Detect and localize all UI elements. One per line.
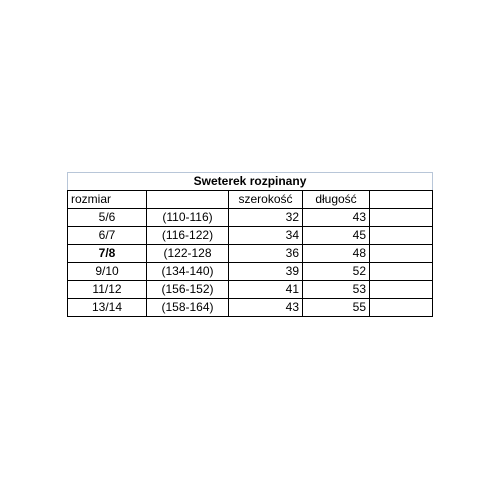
- table-title: Sweterek rozpinany: [68, 173, 433, 191]
- length-cell: 52: [303, 263, 370, 281]
- size-cell: 7/8: [68, 245, 147, 263]
- header-width: szerokość: [229, 191, 303, 209]
- range-cell: (122-128: [147, 245, 229, 263]
- empty-cell: [370, 281, 433, 299]
- table-row: [68, 281, 433, 299]
- size-cell: 11/12: [68, 281, 147, 299]
- header-row: [68, 191, 433, 209]
- range-cell: (158-164): [147, 299, 229, 317]
- table-row: [68, 245, 433, 263]
- size-cell: 5/6: [68, 209, 147, 227]
- header-range: [147, 191, 229, 209]
- width-cell: 36: [229, 245, 303, 263]
- size-table-sheet: [67, 172, 432, 312]
- header-size: rozmiar: [68, 191, 147, 209]
- table-row: [68, 263, 433, 281]
- size-cell: 13/14: [68, 299, 147, 317]
- length-cell: 55: [303, 299, 370, 317]
- length-cell: 53: [303, 281, 370, 299]
- table-row: [68, 299, 433, 317]
- width-cell: 43: [229, 299, 303, 317]
- empty-cell: [370, 263, 433, 281]
- empty-cell: [370, 209, 433, 227]
- title-row: [68, 173, 433, 191]
- size-cell: 9/10: [68, 263, 147, 281]
- width-cell: 41: [229, 281, 303, 299]
- width-cell: 32: [229, 209, 303, 227]
- table-row: [68, 227, 433, 245]
- size-cell: 6/7: [68, 227, 147, 245]
- empty-cell: [370, 299, 433, 317]
- width-cell: 34: [229, 227, 303, 245]
- table-row: [68, 209, 433, 227]
- empty-cell: [370, 227, 433, 245]
- empty-cell: [370, 245, 433, 263]
- length-cell: 45: [303, 227, 370, 245]
- length-cell: 48: [303, 245, 370, 263]
- range-cell: (116-122): [147, 227, 229, 245]
- header-extra: [370, 191, 433, 209]
- width-cell: 39: [229, 263, 303, 281]
- range-cell: (156-152): [147, 281, 229, 299]
- header-length: długość: [303, 191, 370, 209]
- size-table: [67, 172, 433, 317]
- range-cell: (134-140): [147, 263, 229, 281]
- range-cell: (110-116): [147, 209, 229, 227]
- length-cell: 43: [303, 209, 370, 227]
